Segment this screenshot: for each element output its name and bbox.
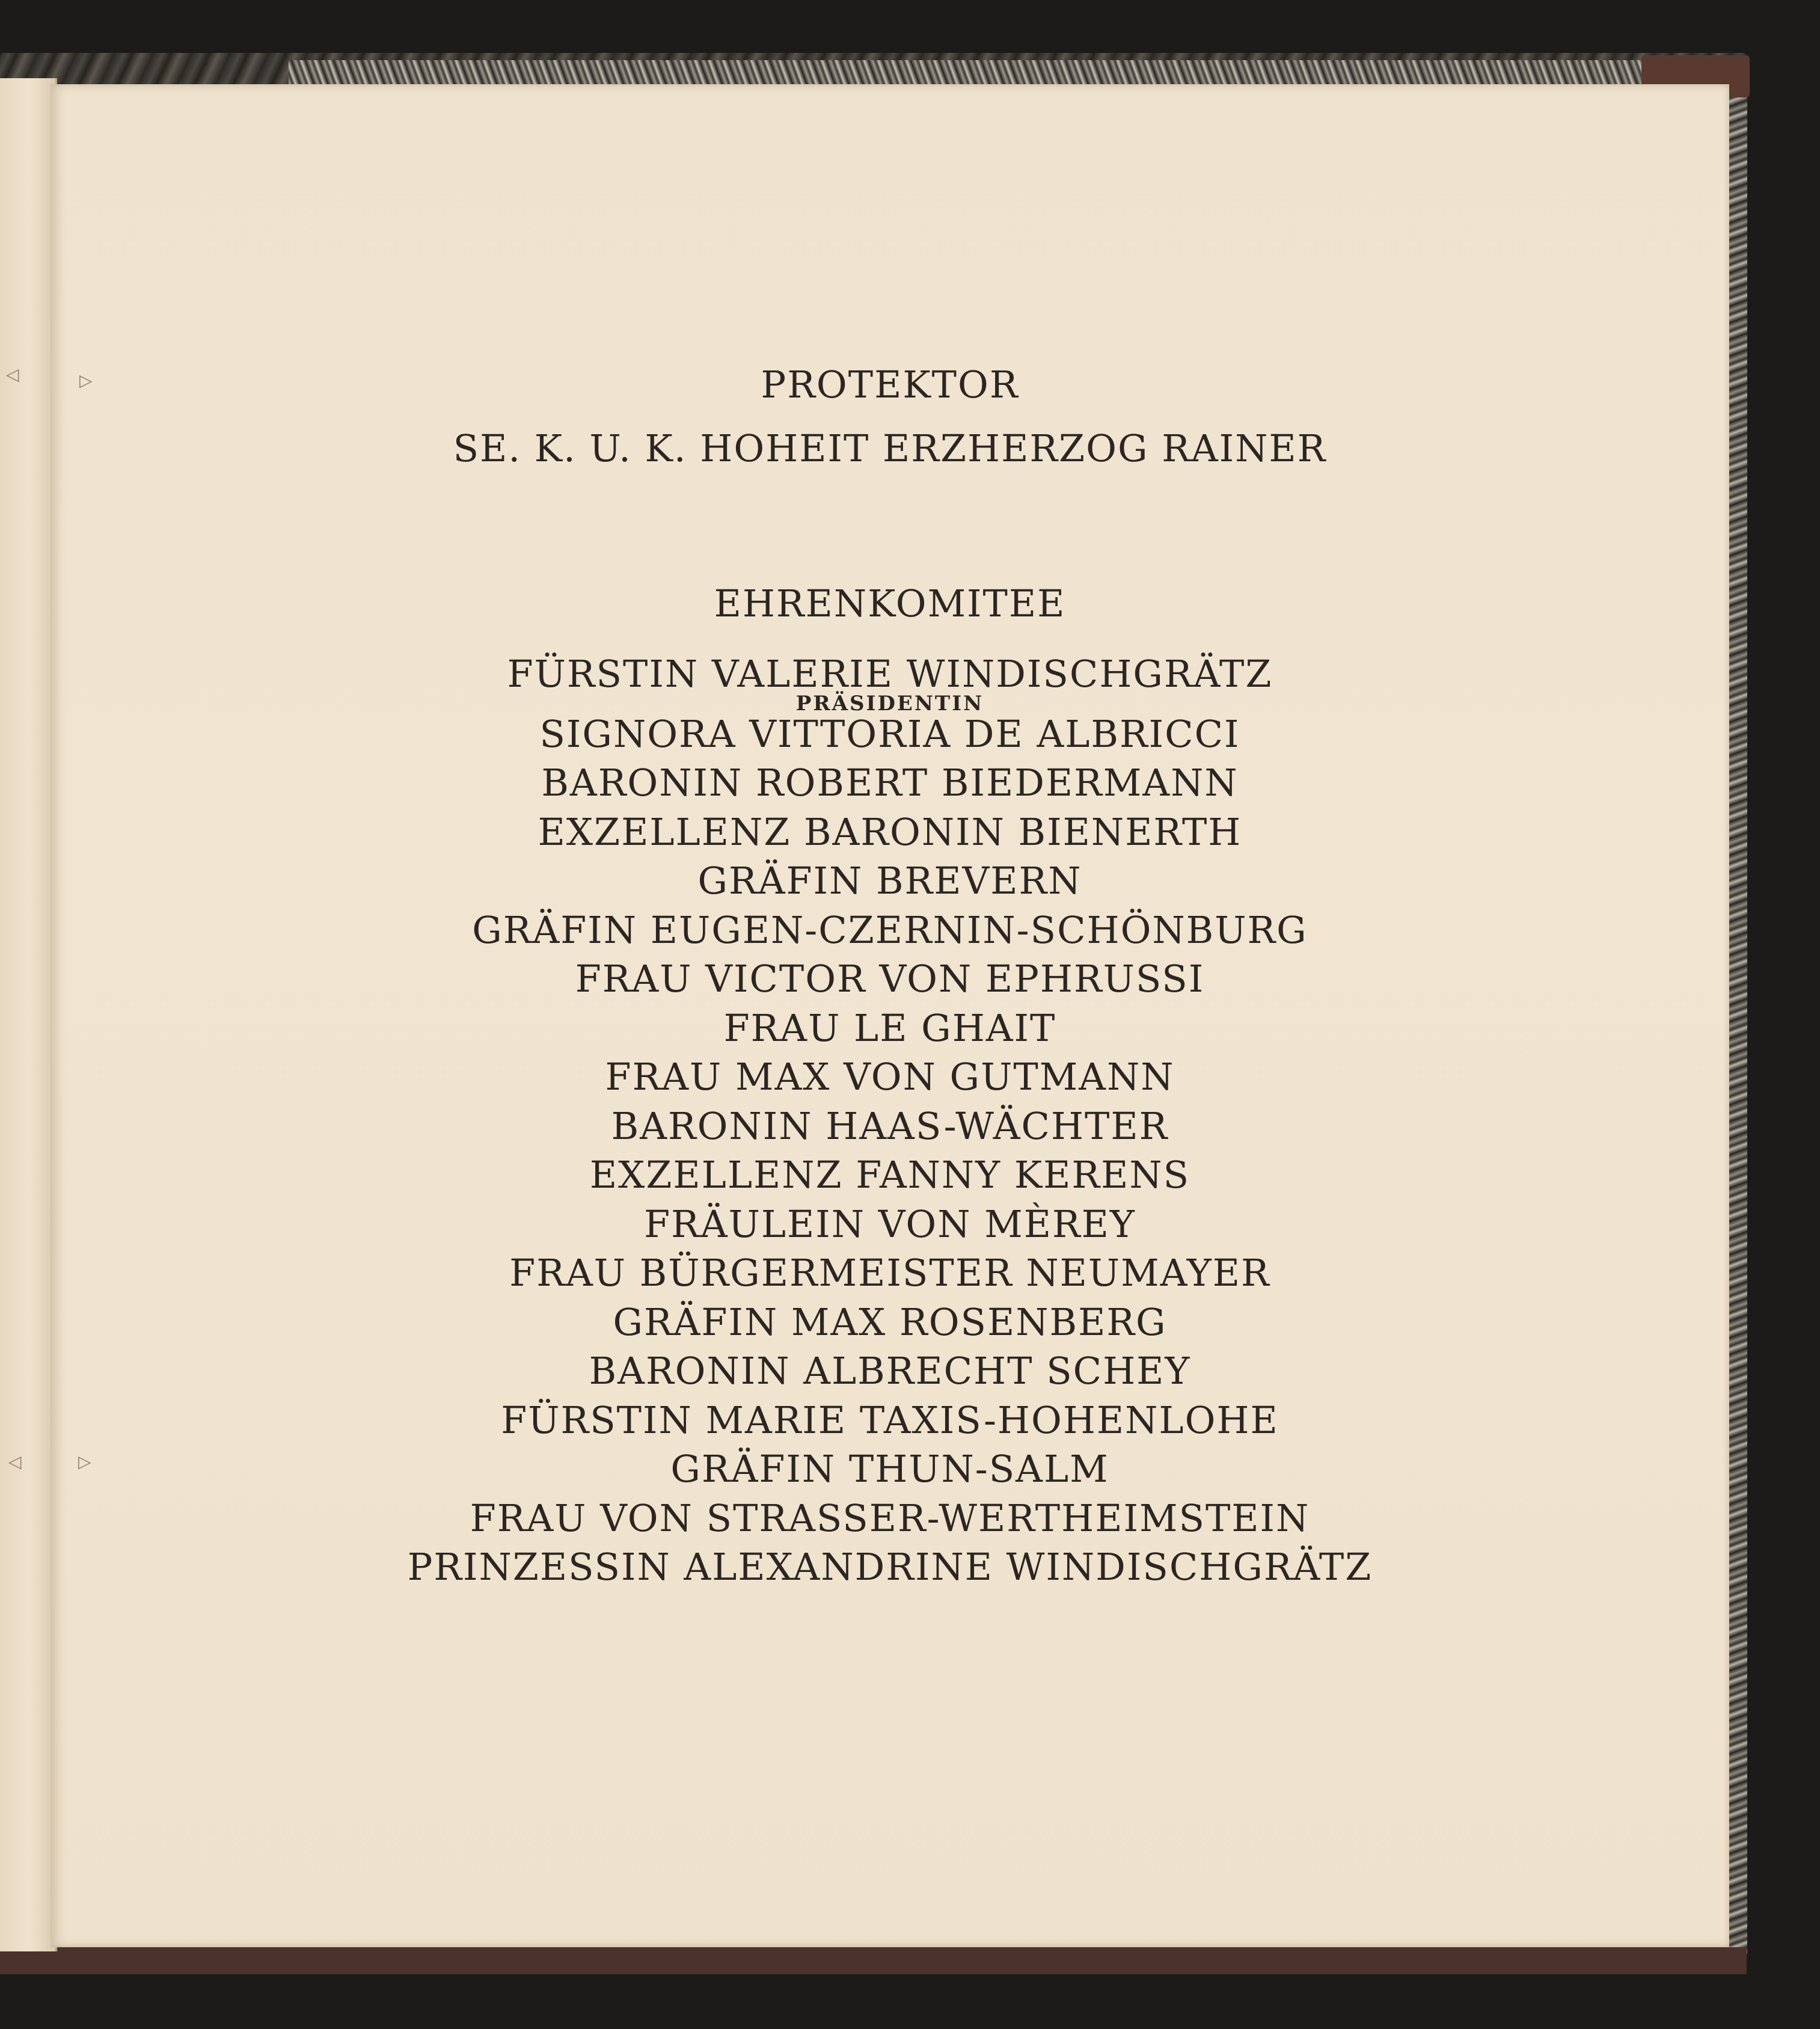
committee-member: FRÄULEIN VON MÈREY: [644, 1202, 1136, 1246]
committee-member: EXZELLENZ FANNY KERENS: [589, 1153, 1190, 1197]
stitch-mark-icon: ◁: [6, 364, 19, 384]
committee-member: FRAU LE GHAIT: [723, 1005, 1056, 1050]
leather-bottom-edge: [0, 1947, 1747, 1974]
text-block: [51, 361, 1729, 1592]
stitch-mark-icon: ▷: [79, 370, 93, 390]
committee-member: PRINZESSIN ALEXANDRINE WINDISCHGRÄTZ: [407, 1545, 1373, 1589]
committee-member: FRAU VICTOR VON EPHRUSSI: [575, 957, 1205, 1001]
committee-member: BARONIN HAAS-WÄCHTER: [611, 1104, 1169, 1148]
committee-member: BARONIN ROBERT BIEDERMANN: [541, 761, 1239, 805]
committee-member: FRAU VON STRASSER-WERTHEIMSTEIN: [470, 1496, 1310, 1540]
committee-member: BARONIN ALBRECHT SCHEY: [589, 1349, 1191, 1393]
committee-member: GRÄFIN MAX ROSENBERG: [613, 1300, 1167, 1344]
protector-name: SE. K. U. K. HOHEIT ERZHERZOG RAINER: [453, 426, 1327, 470]
stitch-mark-icon: ▷: [78, 1452, 91, 1472]
committee-list: [51, 649, 1729, 1592]
committee-member: FRAU MAX VON GUTMANN: [605, 1055, 1175, 1099]
previous-page-edge: [0, 78, 57, 1951]
protector-heading: PROTEKTOR: [761, 363, 1019, 407]
committee-heading: EHRENKOMITEE: [714, 582, 1066, 625]
committee-member: FÜRSTIN VALERIE WINDISCHGRÄTZ: [507, 652, 1273, 696]
committee-member: SIGNORA VITTORIA DE ALBRICCI: [539, 711, 1240, 756]
marbled-cover-right-edge: [1729, 90, 1747, 1954]
committee-member: EXZELLENZ BARONIN BIENERTH: [538, 809, 1242, 854]
committee-member: GRÄFIN EUGEN-CZERNIN-SCHÖNBURG: [472, 907, 1308, 952]
committee-member: FÜRSTIN MARIE TAXIS-HOHENLOHE: [501, 1398, 1279, 1442]
committee-member: GRÄFIN THUN-SALM: [670, 1447, 1109, 1491]
stitch-mark-icon: ◁: [8, 1452, 22, 1472]
member-role: PRÄSIDENTIN: [795, 691, 984, 716]
committee-member: FRAU BÜRGERMEISTER NEUMAYER: [509, 1251, 1270, 1295]
committee-member: GRÄFIN BREVERN: [697, 859, 1082, 903]
